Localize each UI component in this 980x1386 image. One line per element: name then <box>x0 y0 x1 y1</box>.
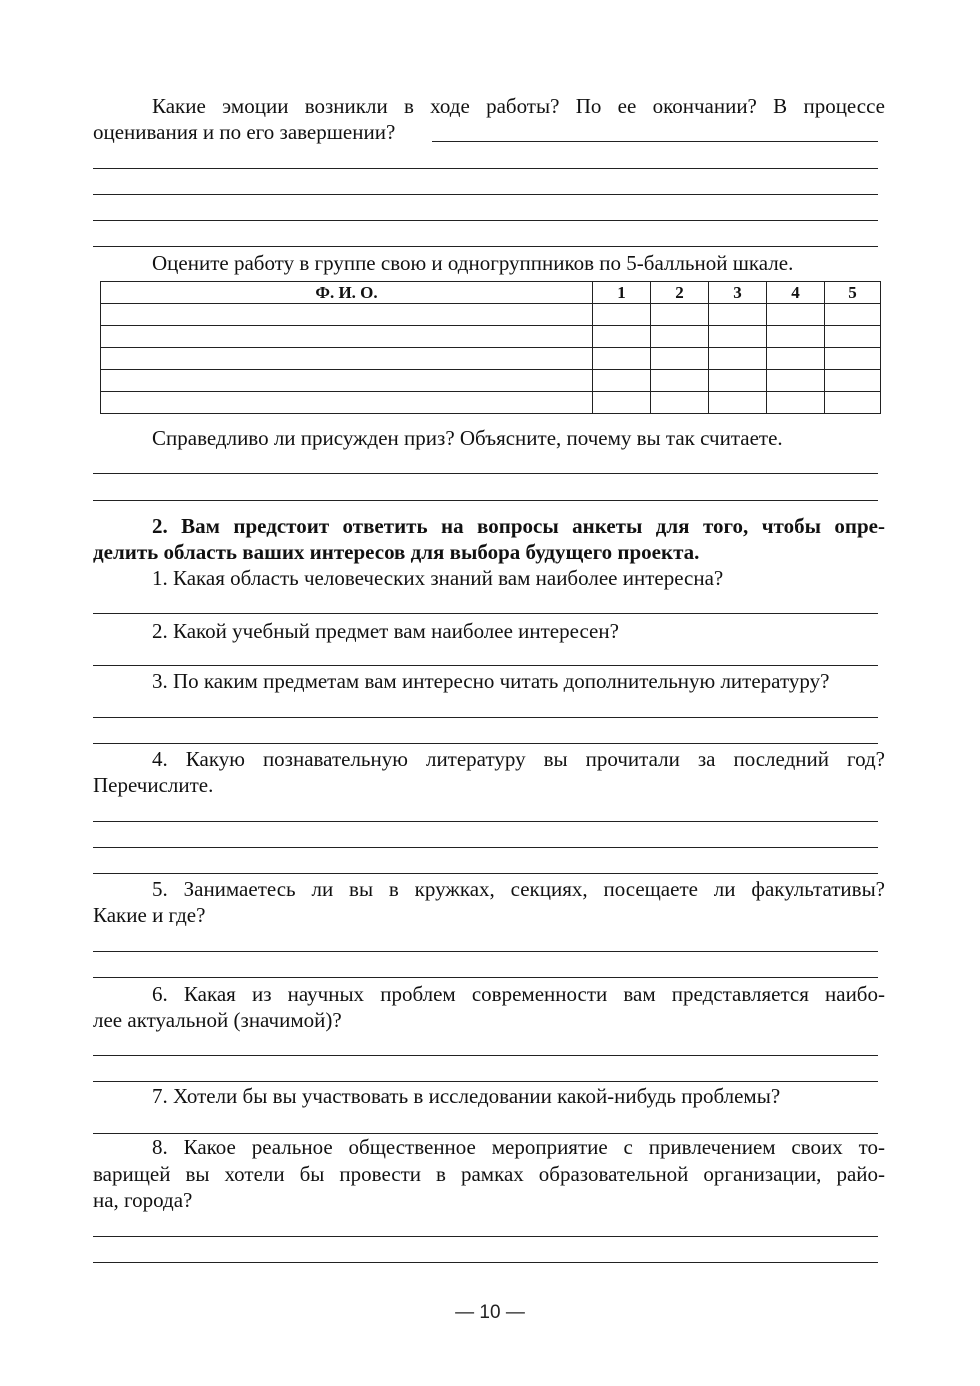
score-cell[interactable] <box>709 392 767 414</box>
question-8-line1: 8. Какое реальное общественное мероприятие с привлечением своих то- <box>152 1135 885 1159</box>
question-3: 3. По каким предметам вам интересно читать дополнительную литературу? <box>152 669 830 693</box>
score-cell[interactable] <box>767 370 825 392</box>
answer-line[interactable] <box>93 1236 878 1237</box>
score-cell[interactable] <box>709 326 767 348</box>
answer-line[interactable] <box>93 1055 878 1056</box>
answer-line[interactable] <box>432 141 878 142</box>
column-header-score: 2 <box>651 282 709 304</box>
score-cell[interactable] <box>651 348 709 370</box>
answer-line[interactable] <box>93 665 878 666</box>
answer-line[interactable] <box>93 500 878 501</box>
answer-line[interactable] <box>93 977 878 978</box>
answer-line[interactable] <box>93 1262 878 1263</box>
score-cell[interactable] <box>825 304 881 326</box>
question-5-line2: Какие и где? <box>93 903 206 927</box>
score-cell[interactable] <box>709 370 767 392</box>
rating-table-header <box>101 282 881 304</box>
score-cell[interactable] <box>651 392 709 414</box>
prize-question: Справедливо ли присужден приз? Объясните, почему вы так считаете. <box>152 426 783 450</box>
score-cell[interactable] <box>825 392 881 414</box>
column-header-score: 5 <box>825 282 881 304</box>
answer-line[interactable] <box>93 821 878 822</box>
answer-line[interactable] <box>93 613 878 614</box>
rating-table <box>100 281 881 414</box>
score-cell[interactable] <box>593 304 651 326</box>
table-row <box>101 304 881 326</box>
answer-line[interactable] <box>93 246 878 247</box>
score-cell[interactable] <box>767 304 825 326</box>
column-header-score: 4 <box>767 282 825 304</box>
answer-line[interactable] <box>93 743 878 744</box>
table-row <box>101 326 881 348</box>
score-cell[interactable] <box>825 370 881 392</box>
answer-line[interactable] <box>93 847 878 848</box>
name-cell[interactable] <box>101 304 593 326</box>
score-cell[interactable] <box>593 326 651 348</box>
answer-line[interactable] <box>93 168 878 169</box>
question-8-line3: на, города? <box>93 1188 193 1212</box>
score-cell[interactable] <box>709 304 767 326</box>
score-cell[interactable] <box>825 348 881 370</box>
score-cell[interactable] <box>767 326 825 348</box>
score-cell[interactable] <box>593 348 651 370</box>
answer-line[interactable] <box>93 717 878 718</box>
score-cell[interactable] <box>651 304 709 326</box>
score-cell[interactable] <box>593 392 651 414</box>
rating-instructions: Оцените работу в группе свою и одногруппников по 5-балльной шкале. <box>152 251 794 275</box>
name-cell[interactable] <box>101 326 593 348</box>
question-4-line1: 4. Какую познавательную литературу вы прочитали за последний год? <box>152 747 885 771</box>
question-6-line2: лее актуальной (значимой)? <box>93 1008 342 1032</box>
name-cell[interactable] <box>101 348 593 370</box>
section-heading-line1: 2. Вам предстоит ответить на вопросы анкеты для того, чтобы опре- <box>152 514 885 538</box>
question-8-line2: варищей вы хотели бы провести в рамках образовательной организации, райо- <box>93 1162 885 1186</box>
column-header-score: 1 <box>593 282 651 304</box>
question-5-line1: 5. Занимаетесь ли вы в кружках, секциях, посещаете ли факультативы? <box>152 877 885 901</box>
answer-line[interactable] <box>93 873 878 874</box>
section-heading-line2: делить область ваших интересов для выбора будущего проекта. <box>93 540 700 564</box>
question-2: 2. Какой учебный предмет вам наиболее интересен? <box>152 619 619 643</box>
score-cell[interactable] <box>767 392 825 414</box>
score-cell[interactable] <box>651 326 709 348</box>
column-header-score: 3 <box>709 282 767 304</box>
name-cell[interactable] <box>101 370 593 392</box>
emotions-question-line1: Какие эмоции возникли в ходе работы? По ее окончании? В процессе <box>152 94 885 118</box>
table-row <box>101 370 881 392</box>
question-7: 7. Хотели бы вы участвовать в исследовании какой-нибудь проблемы? <box>152 1084 781 1108</box>
table-row <box>101 348 881 370</box>
answer-line[interactable] <box>93 473 878 474</box>
answer-line[interactable] <box>93 194 878 195</box>
page-number: — 10 — <box>455 1302 525 1323</box>
score-cell[interactable] <box>651 370 709 392</box>
question-1: 1. Какая область человеческих знаний вам наиболее интересна? <box>152 566 724 590</box>
answer-line[interactable] <box>93 1081 878 1082</box>
emotions-question-line2: оценивания и по его завершении? <box>93 120 396 144</box>
score-cell[interactable] <box>767 348 825 370</box>
answer-line[interactable] <box>93 951 878 952</box>
answer-line[interactable] <box>93 220 878 221</box>
table-row <box>101 392 881 414</box>
name-cell[interactable] <box>101 392 593 414</box>
question-4-line2: Перечислите. <box>93 773 214 797</box>
score-cell[interactable] <box>593 370 651 392</box>
column-header-name: Ф. И. О. <box>101 282 593 304</box>
score-cell[interactable] <box>709 348 767 370</box>
score-cell[interactable] <box>825 326 881 348</box>
question-6-line1: 6. Какая из научных проблем современности вам представляется наибо- <box>152 982 885 1006</box>
